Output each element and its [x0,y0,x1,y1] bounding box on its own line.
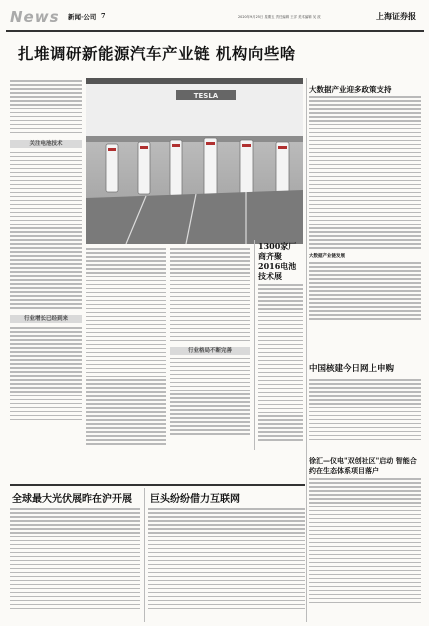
page-number: 7 [101,12,106,20]
subhead-industry-growth: 行业增长已经到来 [10,315,82,323]
battery-expo-box [254,240,306,450]
side-column-title: 大数据产业迎多政策支持 [309,85,392,94]
internet-giants-body [148,508,305,620]
pv-expo-body [10,508,140,620]
battery-expo-headline: 1300家厂商齐聚 2016电池技术展 [258,241,297,281]
subhead-battery-tech: 关注电池技术 [10,140,82,148]
section-label: 新闻·公司 [68,13,97,21]
masthead-rule [6,30,424,32]
internet-giants-headline: 巨头纷纷借力互联网 [150,494,240,505]
svg-text:TESLA: TESLA [193,92,219,100]
side-article-column [309,96,421,360]
xuhui-incubator-article [309,456,421,622]
column-separator [144,488,145,622]
nuclear-ipo-headline: 中国核建今日网上申购 [309,364,395,374]
issue-info: 2020年9月25日 星期五 责任编辑 王洋 美术编辑 吴 波 [238,15,321,19]
column-separator [306,78,307,622]
article-column-1 [10,80,82,480]
main-headline: 扎堆调研新能源汽车产业链 机构向些啥 [18,44,296,63]
brand-name: 上海证券报 [376,11,416,21]
article-column-2 [86,248,166,480]
masthead-logo: News [10,8,60,26]
bottom-divider [10,484,305,486]
subhead-industry-pattern: 行业格局不断完善 [170,347,250,355]
xuhui-incubator-headline: 徐汇—仪电"双创社区"启动 智能合约在生态体系项目落户 [309,456,417,475]
article-column-3 [170,248,250,480]
charging-station-photo [86,78,303,244]
subhead-big-data-chain: 大数据产业链发展 [309,254,345,260]
pv-expo-headline: 全球最大光伏展昨在沪开展 [12,494,132,505]
nuclear-ipo-article [309,364,421,454]
masthead [6,6,424,32]
